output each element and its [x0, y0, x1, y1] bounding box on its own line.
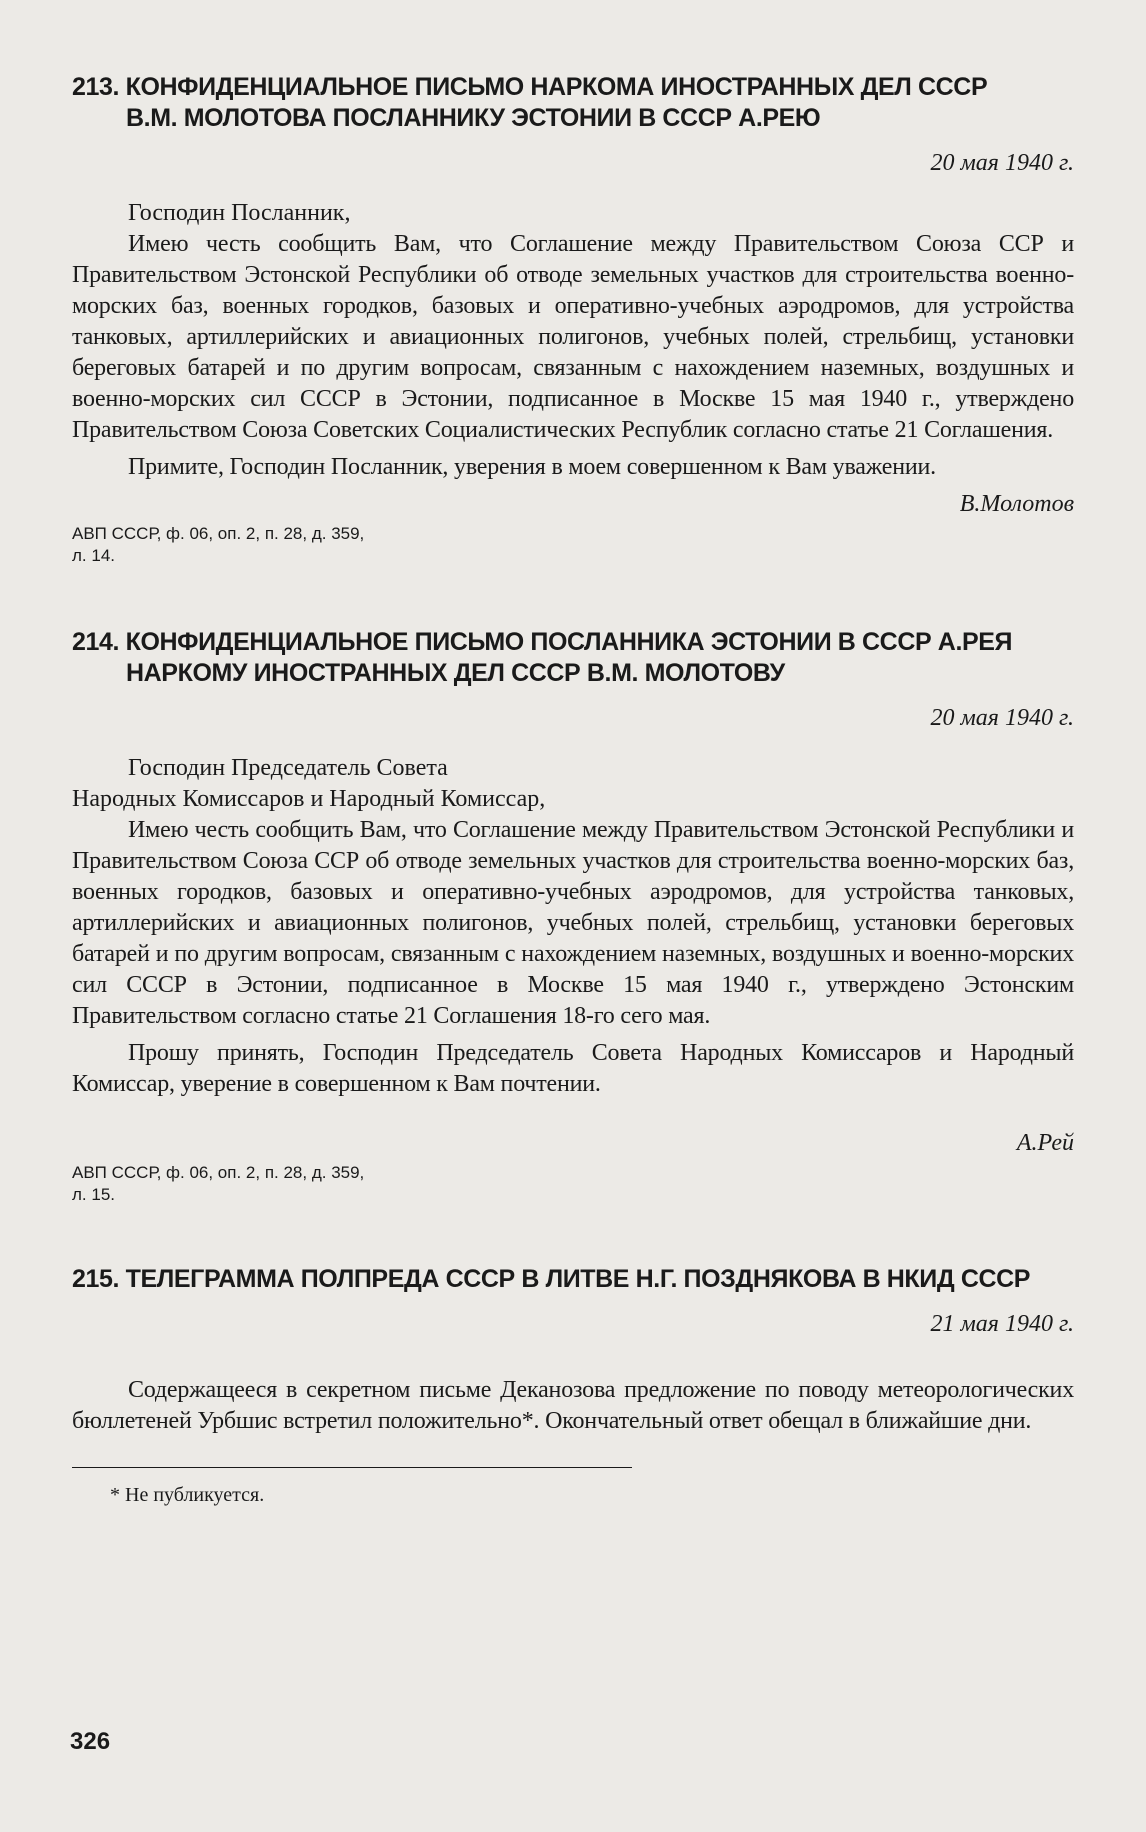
document-215-date: 21 мая 1940 г.	[930, 1311, 1074, 1337]
document-213-paragraph-2: Примите, Господин Посланник, уверения в моем совершенном к Вам уважении.	[128, 454, 936, 480]
document-214	[72, 627, 1074, 1206]
document-214-archive-line1: АВП СССР, ф. 06, оп. 2, п. 28, д. 359,	[72, 1163, 365, 1182]
document-214-heading	[72, 627, 1074, 689]
document-213-archive-reference	[72, 523, 452, 567]
page-number: 326	[70, 1728, 111, 1755]
document-214-salutation-line2: Народных Комиссаров и Народный Комиссар,	[72, 786, 546, 812]
document-214-signature: А.Рей	[1016, 1130, 1074, 1156]
document-213	[72, 72, 1074, 567]
document-214-archive-line2: л. 15.	[72, 1185, 115, 1204]
document-215	[72, 1264, 1074, 1508]
document-215-heading	[72, 1264, 1074, 1295]
section-spacer	[72, 1206, 1074, 1264]
document-213-date: 20 мая 1940 г.	[930, 150, 1074, 176]
document-213-signature: В.Молотов	[959, 491, 1074, 517]
document-214-salutation	[72, 753, 1074, 815]
document-213-paragraph-1: Имею честь сообщить Вам, что Соглашение между Правительством Союза ССР и Правительством Эстонской Республики об отводе земельных участков для строительства военно-морских баз, военных городков, базовых и оперативно-учебных аэродромов, для устройства танковых, артиллерийских и авиационных полигонов, учебных полей, стрельбищ, установки береговых батарей и по другим вопросам, связанным с нахождением наземных, воздушных и военно-морских сил СССР в Эстонии, подписанное в Москве 15 мая 1940 г., утверждено Правительством Союза Советских Социалистических Республик согласно статье 21 Соглашения.	[72, 231, 1074, 443]
footnote: * Не публикуется.	[110, 1484, 265, 1506]
document-213-heading-line2: В.М. МОЛОТОВА ПОСЛАННИКУ ЭСТОНИИ В СССР А.РЕЮ	[126, 104, 821, 132]
document-215-heading-line1: 215. ТЕЛЕГРАММА ПОЛПРЕДА СССР В ЛИТВЕ Н.Г. ПОЗДНЯКОВА В НКИД СССР	[72, 1265, 1031, 1293]
document-214-paragraph-1: Имею честь сообщить Вам, что Соглашение между Правительством Эстонской Республики и Правительством Союза ССР об отводе земельных участков для строительства военно-морских баз, военных городков, базовых и оперативно-учебных аэродромов, для устройства танковых, артиллерийских и авиационных полигонов, учебных полей, стрельбищ, установки береговых батарей и по другим вопросам, связанным с нахождением наземных, воздушных и военно-морских сил СССР в Эстонии, подписанное в Москве 15 мая 1940 г., утверждено Эстонским Правительством согласно статье 21 Соглашения 18-го сего мая.	[72, 817, 1074, 1029]
document-214-date: 20 мая 1940 г.	[930, 705, 1074, 731]
document-214-salutation-line1: Господин Председатель Совета	[128, 755, 448, 781]
footnote-divider	[72, 1467, 632, 1468]
document-213-archive-line2: л. 14.	[72, 546, 115, 565]
document-214-heading-line1: 214. КОНФИДЕНЦИАЛЬНОЕ ПИСЬМО ПОСЛАННИКА ЭСТОНИИ В СССР А.РЕЯ	[72, 628, 1013, 656]
document-214-paragraph-2: Прошу принять, Господин Председатель Совета Народных Комиссаров и Народный Комиссар, уверение в совершенном к Вам почтении.	[72, 1040, 1074, 1097]
document-213-archive-line1: АВП СССР, ф. 06, оп. 2, п. 28, д. 359,	[72, 524, 365, 543]
document-213-heading	[72, 72, 1074, 134]
document-214-archive-reference	[72, 1162, 452, 1206]
document-214-heading-line2: НАРКОМУ ИНОСТРАННЫХ ДЕЛ СССР В.М. МОЛОТОВУ	[126, 659, 785, 687]
document-215-paragraph-1: Содержащееся в секретном письме Деканозова предложение по поводу метеорологических бюллетеней Урбшис встретил положительно*. Окончательный ответ обещал в ближайшие дни.	[72, 1377, 1074, 1434]
document-213-heading-line1: 213. КОНФИДЕНЦИАЛЬНОЕ ПИСЬМО НАРКОМА ИНОСТРАННЫХ ДЕЛ СССР	[72, 73, 988, 101]
document-213-salutation: Господин Посланник,	[128, 200, 351, 226]
section-spacer	[72, 567, 1074, 627]
